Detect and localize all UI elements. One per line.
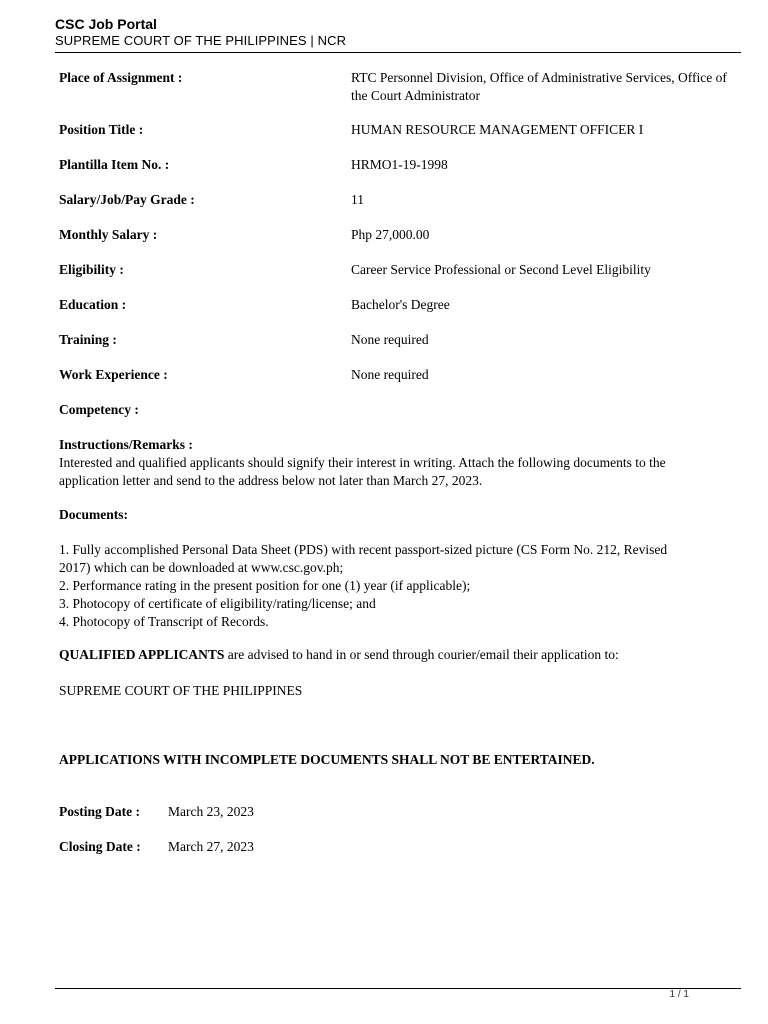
header-divider <box>55 52 741 53</box>
field-label: Work Experience : <box>59 367 168 382</box>
field-value: Php 27,000.00 <box>351 227 430 242</box>
field-label: Eligibility : <box>59 262 124 277</box>
list-item: 2. Performance rating in the present position for one (1) year (if applicable); <box>59 578 471 593</box>
address: SUPREME COURT OF THE PHILIPPINES <box>59 683 303 698</box>
field-value: RTC Personnel Division, Office of Administrative Services, Office of the Court Administrator <box>351 70 727 103</box>
page-header <box>55 16 741 49</box>
list-item: 1. Fully accomplished Personal Data Sheet (PDS) with recent passport-sized picture (CS Form No. 212, Revised 2017) which can be downloaded at www.csc.gov.ph; <box>59 542 668 575</box>
portal-title: CSC Job Portal <box>55 16 157 32</box>
field-value: None required <box>351 332 429 347</box>
posting-date-value: March 23, 2023 <box>168 804 254 819</box>
closing-date-label: Closing Date : <box>59 839 141 854</box>
field-label: Position Title : <box>59 122 144 137</box>
qualified-applicants-note <box>59 646 719 664</box>
portal-subtitle: SUPREME COURT OF THE PHILIPPINES | NCR <box>55 33 347 48</box>
field-label: Plantilla Item No. : <box>59 157 170 172</box>
instructions-section <box>59 436 699 490</box>
field-value: HUMAN RESOURCE MANAGEMENT OFFICER I <box>351 122 644 137</box>
qualified-applicants-bold: QUALIFIED APPLICANTS <box>59 647 225 662</box>
field-value: HRMO1-19-1998 <box>351 157 448 172</box>
qualified-applicants-text: are advised to hand in or send through courier/email their application to: <box>224 647 619 662</box>
field-value: None required <box>351 367 429 382</box>
field-label: Education : <box>59 297 127 312</box>
documents-list <box>59 541 699 631</box>
instructions-label: Instructions/Remarks : <box>59 437 193 452</box>
field-label: Competency : <box>59 402 139 417</box>
posting-date-label: Posting Date : <box>59 804 140 819</box>
instructions-text: Interested and qualified applicants should signify their interest in writing. Attach the following documents to the application letter and send to the address below not later than March 27, 2023. <box>59 455 666 488</box>
field-label: Salary/Job/Pay Grade : <box>59 192 195 207</box>
documents-label: Documents: <box>59 507 128 522</box>
field-value: Career Service Professional or Second Level Eligibility <box>351 262 651 277</box>
closing-date-value: March 27, 2023 <box>168 839 254 854</box>
footer-divider <box>55 988 741 989</box>
field-label: Place of Assignment : <box>59 70 183 85</box>
list-item: 4. Photocopy of Transcript of Records. <box>59 614 269 629</box>
page-number: 1 / 1 <box>669 989 689 1000</box>
incomplete-documents-warning: APPLICATIONS WITH INCOMPLETE DOCUMENTS SHALL NOT BE ENTERTAINED. <box>59 752 595 767</box>
documents-section <box>59 506 699 524</box>
field-label: Monthly Salary : <box>59 227 158 242</box>
field-value: Bachelor's Degree <box>351 297 450 312</box>
field-label: Training : <box>59 332 117 347</box>
list-item: 3. Photocopy of certificate of eligibility/rating/license; and <box>59 596 376 611</box>
field-value: 11 <box>351 192 364 207</box>
